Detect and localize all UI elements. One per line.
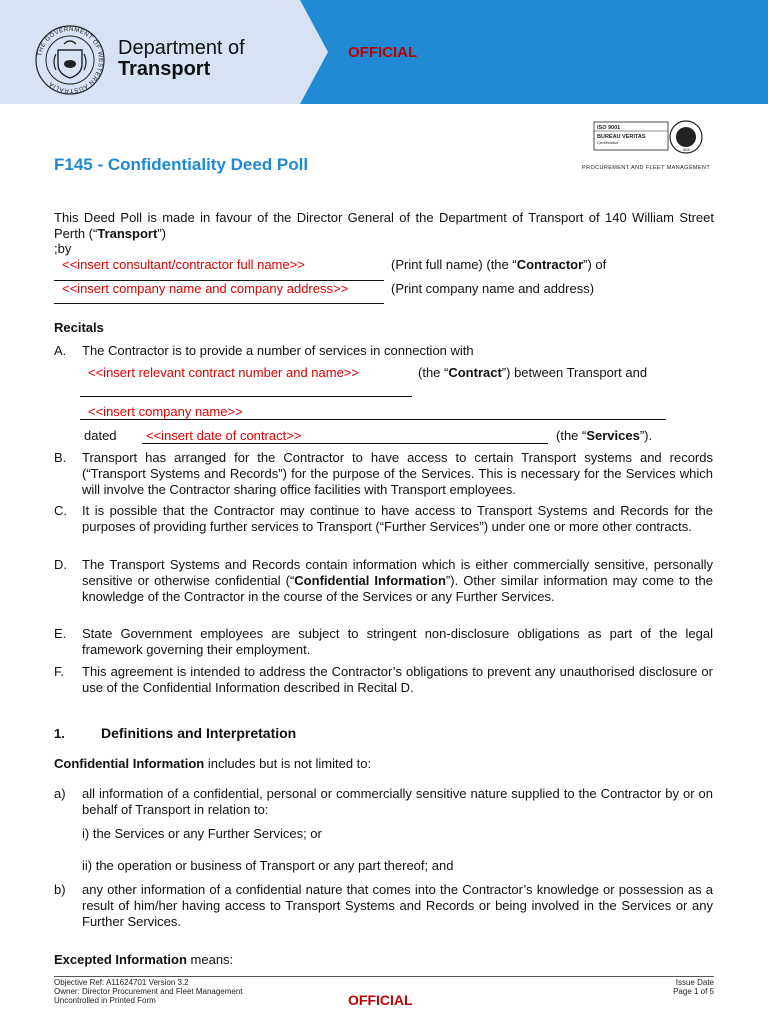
contract-date-line	[142, 443, 548, 444]
contract-suffix	[418, 365, 660, 381]
recital-c-text: It is possible that the Contractor may continue to have access to Transport Systems and Records for the purposes of providing further services to Transport (“Further Services”) under one or more other contracts.	[82, 503, 713, 534]
excepted-information-term: Excepted Information	[54, 952, 187, 967]
recital-e-text: State Government employees are subject to stringent non-disclosure obligations as part of the legal framework governing their employment.	[82, 626, 713, 657]
contractor-name-suffix-1: (Print full name) (the “	[391, 257, 517, 272]
excepted-information-definition	[54, 952, 233, 968]
confidential-information-definition	[54, 756, 371, 772]
contract-date-field[interactable]: <<insert date of contract>>	[146, 428, 302, 443]
recital-d-text	[82, 557, 713, 605]
excepted-information-intro: means:	[186, 952, 234, 967]
intro-by: ;by	[54, 241, 72, 256]
contract-suffix-2: ”) between Transport and	[501, 365, 648, 380]
cert-bv: BUREAU VERITAS	[597, 134, 646, 140]
recital-f-text: This agreement is intended to address the Contractor’s obligations to prevent any unauthorised disclosure or use of the Confidential Information described in Recital D.	[82, 664, 713, 695]
cert-caption: PROCUREMENT AND FLEET MANAGEMENT	[582, 165, 711, 171]
footer-left	[54, 978, 243, 1005]
svg-text:THE GOVERNMENT OF WESTERN AUST	[37, 27, 103, 93]
services-bold: Services	[586, 428, 640, 443]
intro-text-2: ”)	[157, 226, 166, 241]
recital-c-letter: C.	[54, 503, 67, 518]
department-name-line2: Transport	[118, 58, 211, 80]
footer-right	[640, 978, 714, 996]
definition-a-text: all information of a confidential, personal or commercially sensitive nature supplied to the Contractor by or on behalf of Transport in relation to:	[82, 786, 713, 817]
contractor-bold: Contractor	[516, 257, 584, 272]
crest-ring-text: THE GOVERNMENT OF WESTERN AUSTRALIA	[37, 26, 104, 94]
services-suffix	[556, 428, 652, 444]
section-1-number: 1.	[54, 726, 65, 741]
company-name-address-line	[54, 303, 384, 304]
definition-b-letter: b)	[54, 882, 66, 897]
department-name-line1: Department of	[118, 37, 245, 59]
recital-f-letter: F.	[54, 664, 65, 679]
recitals-heading: Recitals	[54, 320, 104, 335]
contractor-name-suffix	[391, 257, 606, 273]
department-name	[118, 38, 245, 80]
contractor-name-field[interactable]: <<insert consultant/contractor full name>>	[62, 257, 305, 272]
recital-d-bold: Confidential Information	[294, 573, 446, 588]
recital-b-text: Transport has arranged for the Contractor to have access to certain Transport systems and records (“Transport Systems and Records”) for the purpose of the Services. This is necessary for the Services which will involve the Contractor sharing office facilities with Transport employees.	[82, 450, 713, 497]
section-1-heading: Definitions and Interpretation	[101, 725, 297, 741]
contract-suffix-1: (the “	[418, 365, 449, 380]
footer-owner: Owner: Director Procurement and Fleet Management	[54, 987, 243, 996]
definition-a-letter: a)	[54, 786, 66, 801]
cert-certification: Certification	[597, 140, 619, 145]
contract-number-name-field[interactable]: <<insert relevant contract number and name>>	[88, 365, 359, 380]
recital-d-letter: D.	[54, 557, 67, 572]
recital-d-text-2: ”). Other similar information may come to the knowledge of the Contractor in the course of the Services or any Further Services.	[82, 573, 713, 604]
intro-text-1: This Deed Poll is made in favour of the Director General of the Department of Transport of 140 William Street Perth (“	[54, 210, 714, 241]
company-name-field[interactable]: <<insert company name>>	[88, 404, 243, 419]
recital-b-letter: B.	[54, 450, 67, 465]
recital-a-letter: A.	[54, 343, 67, 358]
contract-number-name-line	[80, 396, 412, 397]
recital-e-letter: E.	[54, 626, 67, 641]
contract-bold: Contract	[448, 365, 502, 380]
footer-rule	[54, 976, 714, 977]
intro-paragraph	[54, 210, 714, 242]
footer-uncontrolled: Uncontrolled in Printed Form	[54, 996, 156, 1005]
intro-bold: Transport	[97, 226, 158, 241]
document-title: F145 - Confidentiality Deed Poll	[54, 155, 309, 174]
company-name-address-suffix: (Print company name and address)	[391, 281, 595, 296]
footer-ref: Objective Ref: A11624701 Version 3.2	[54, 978, 189, 987]
confidential-information-term: Confidential Information	[54, 756, 205, 771]
footer-issue-date: Issue Date	[675, 978, 714, 987]
company-name-line	[80, 419, 666, 420]
contractor-name-suffix-2: ”) of	[583, 257, 607, 272]
recital-a-text: The Contractor is to provide a number of services in connection with	[82, 343, 474, 358]
cert-iso: ISO 9001	[597, 125, 621, 131]
classification-bottom: OFFICIAL	[348, 992, 413, 1008]
recital-d-text-1: The Transport Systems and Records contain information which is either commercially sensitive, personally sensitive or otherwise confidential (“	[82, 557, 713, 588]
cert-seal-year: 1828	[682, 148, 690, 152]
dated-label: dated	[84, 428, 117, 443]
definition-a-i: i) the Services or any Further Services; or	[82, 826, 322, 841]
services-suffix-2: ”).	[639, 428, 653, 443]
wa-government-crest-icon	[34, 24, 106, 96]
confidential-information-intro: includes but is not limited to:	[204, 756, 372, 771]
footer-page-number: Page 1 of 5	[673, 987, 714, 996]
company-name-address-field[interactable]: <<insert company name and company address>>	[62, 281, 349, 296]
definition-b-text: any other information of a confidential nature that comes into the Contractor’s knowledge or possession as a result of him/her having access to Transport Systems and Records or being involved in the Services or any Further Services.	[82, 882, 713, 929]
services-suffix-1: (the “	[556, 428, 587, 443]
definition-a-ii: ii) the operation or business of Transport or any part thereof; and	[82, 858, 454, 873]
classification-top: OFFICIAL	[348, 44, 418, 61]
